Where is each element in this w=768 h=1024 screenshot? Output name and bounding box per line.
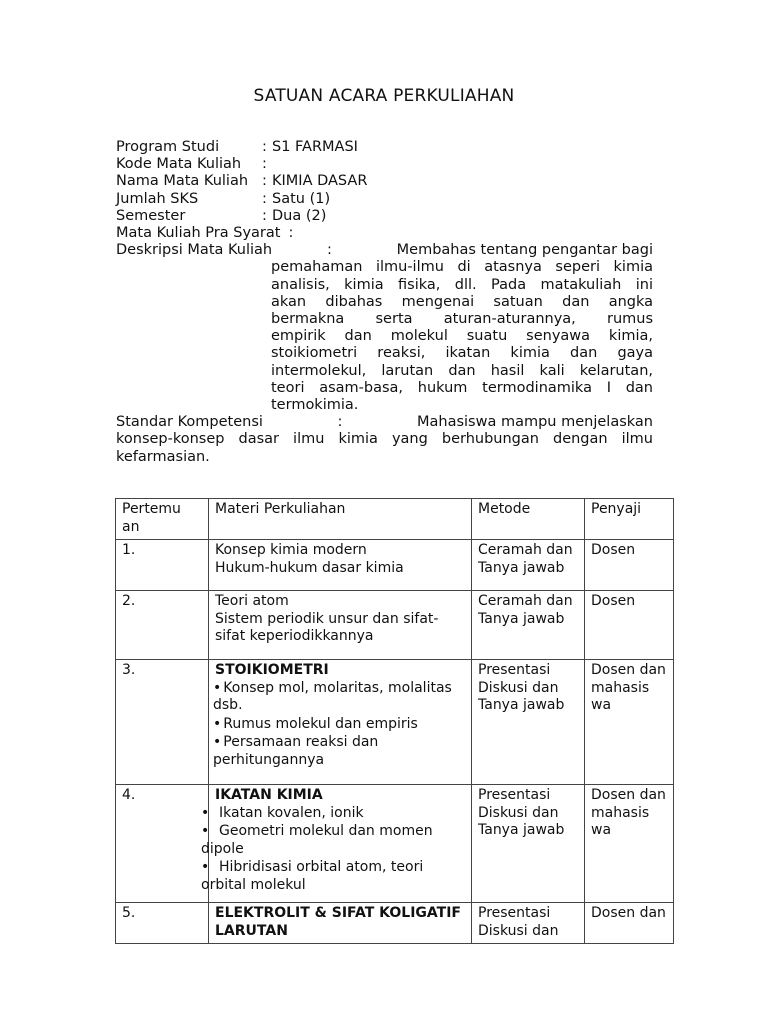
row-materi [201, 785, 472, 903]
materi-line: Konsep kimia modern [215, 542, 367, 558]
info-value: Dua (2) [272, 207, 327, 224]
list-item: • Geometri molekul dan momen dipole [201, 823, 433, 857]
row-penyaji: Dosen dan mahasis wa [585, 660, 674, 785]
row-materi [209, 591, 472, 660]
deskripsi-line: empirik dan molekul suatu senyawa kimia, [271, 328, 653, 345]
info-value: KIMIA DASAR [272, 173, 368, 190]
list-item: • Rumus molekul dan empiris [213, 715, 418, 732]
info-label: Standar Kompetensi [116, 414, 263, 431]
row-metode: Presentasi Diskusi dan Tanya jawab [472, 785, 585, 903]
row-penyaji: Dosen [585, 591, 674, 660]
row-metode: Ceramah dan Tanya jawab [472, 591, 585, 660]
header-pertemuan: Pertemu an [116, 499, 209, 540]
list-item: • Konsep mol, molaritas, molalitas dsb. [213, 679, 452, 713]
deskripsi-text [271, 259, 653, 414]
table-row [116, 540, 674, 591]
deskripsi-line: akan dibahas mengenai satuan dan angka [271, 293, 653, 310]
info-value: S1 FARMASI [272, 139, 358, 155]
list-item: • Hibridisasi orbital atom, teori orbital molekul [201, 859, 424, 893]
header-penyaji: Penyaji [585, 499, 674, 540]
info-row-semester: Semester : Dua (2) [116, 208, 653, 225]
materi-heading: ELEKTROLIT & SIFAT KOLIGATIF LARUTAN [215, 905, 461, 939]
deskripsi-line: intermolekul, larutan dan hasil kali kelarutan, [271, 362, 653, 379]
header-materi: Materi Perkuliahan [209, 499, 472, 540]
row-number: 3. [116, 660, 209, 785]
deskripsi-first: Membahas tentang pengantar bagi [396, 242, 653, 259]
table-row [116, 660, 674, 785]
row-number: 2. [116, 591, 209, 660]
list-item: • Persamaan reaksi dan perhitungannya [213, 734, 379, 768]
info-row-sks: Jumlah SKS : Satu (1) [116, 191, 653, 208]
deskripsi-line: teori asam-basa, hukum termodinamika I dan [271, 379, 653, 396]
materi-line: Sistem periodik unsur dan sifat-sifat keperiodikkannya [215, 610, 439, 644]
info-value: Satu (1) [272, 190, 331, 207]
info-row-standar: Standar Kompetensi : Mahasiswa mampu menjelaskan [116, 414, 653, 431]
table-row [116, 903, 674, 944]
table-header [116, 499, 674, 540]
schedule-table [115, 498, 674, 944]
row-materi [209, 903, 472, 944]
row-penyaji: Dosen dan [585, 903, 674, 944]
row-materi [209, 540, 472, 591]
deskripsi-line: pemahaman ilmu-ilmu di atasnya seperi kimia [271, 259, 653, 276]
info-row-kode: Kode Mata Kuliah : [116, 156, 653, 173]
materi-heading: STOIKIOMETRI [215, 662, 329, 678]
row-materi [209, 660, 472, 785]
deskripsi-line: stoikiometri reaksi, ikatan kimia dan gaya [271, 345, 653, 362]
table-row [116, 591, 674, 660]
info-label: Deskripsi Mata Kuliah [116, 242, 273, 259]
standar-text: konsep-konsep dasar ilmu kimia yang berhubungan dengan ilmu kefarmasian. [116, 431, 653, 465]
list-item: • Ikatan kovalen, ionik [201, 804, 364, 821]
page-title: SATUAN ACARA PERKULIAHAN [253, 86, 515, 106]
table-row [116, 785, 674, 903]
deskripsi-line: bermakna serta aturan-aturannya, rumus [271, 311, 653, 328]
info-label: Mata Kuliah Pra Syarat [116, 225, 281, 242]
header-metode: Metode [472, 499, 585, 540]
deskripsi-line: analisis, kimia fisika, dll. Pada matakuliah ini [271, 276, 653, 293]
info-row-program: Program Studi : S1 FARMASI [116, 139, 653, 156]
info-label: Jumlah SKS [116, 190, 199, 207]
info-label: Semester [116, 207, 186, 224]
standar-first: Mahasiswa mampu menjelaskan [417, 414, 653, 431]
deskripsi-line: termokimia. [271, 397, 359, 414]
info-label: Nama Mata Kuliah [116, 173, 249, 190]
info-row-deskripsi: Deskripsi Mata Kuliah : Membahas tentang pengantar bagi [116, 242, 653, 259]
row-metode: Ceramah dan Tanya jawab [472, 540, 585, 591]
row-number: 4. [116, 785, 209, 903]
row-penyaji: Dosen dan mahasis wa [585, 785, 674, 903]
row-number: 5. [116, 903, 209, 944]
row-penyaji: Dosen [585, 540, 674, 591]
info-label: Kode Mata Kuliah [116, 156, 242, 173]
info-row-prasyarat: Mata Kuliah Pra Syarat : [116, 225, 294, 242]
materi-heading: IKATAN KIMIA [215, 787, 323, 803]
info-value [272, 156, 653, 173]
row-metode: Presentasi Diskusi dan [472, 903, 585, 944]
info-label: Program Studi [116, 139, 220, 155]
row-metode: Presentasi Diskusi dan Tanya jawab [472, 660, 585, 785]
materi-line: Hukum-hukum dasar kimia [215, 559, 404, 576]
info-row-nama: Nama Mata Kuliah : KIMIA DASAR [116, 173, 653, 190]
course-info [116, 139, 653, 466]
materi-line: Teori atom [215, 593, 289, 609]
row-number: 1. [116, 540, 209, 591]
